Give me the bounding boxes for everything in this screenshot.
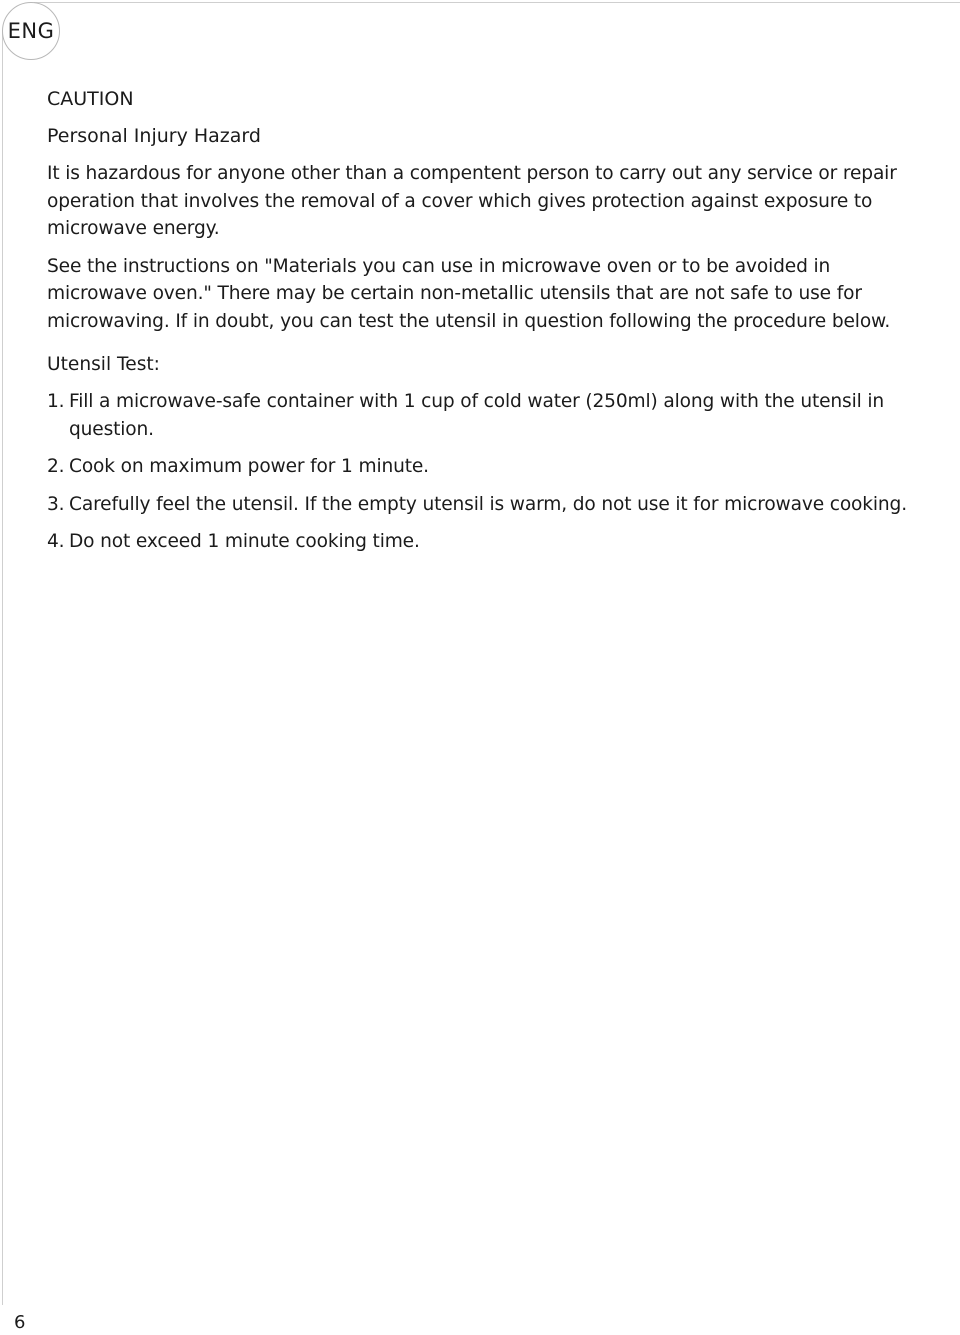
- page-frame-top-rule: [34, 2, 960, 3]
- step-number: 4.: [47, 531, 65, 552]
- caution-paragraph: See the instructions on "Materials you can use in microwave oven or to be avoided in microwave oven." There may be certain non-metallic utensils that are not safe to use for microwaving. If in doubt, you can test the utensil in question following the procedure below.: [47, 255, 891, 332]
- utensil-test-step: [47, 453, 907, 481]
- caution-heading: CAUTION: [47, 88, 134, 110]
- step-number: 1.: [47, 391, 65, 412]
- utensil-test-step: [47, 388, 907, 443]
- caution-paragraph: It is hazardous for anyone other than a compentent person to carry out any service or repair operation that involves the removal of a cover which gives protection against exposure to microwave energy.: [47, 163, 897, 239]
- page-number: 6: [14, 1312, 26, 1333]
- step-text: Carefully feel the utensil. If the empty utensil is warm, do not use it for microwave cooking.: [69, 493, 907, 515]
- personal-injury-hazard-heading: Personal Injury Hazard: [47, 125, 261, 147]
- utensil-test-step: [47, 528, 907, 556]
- document-body: [47, 86, 907, 566]
- step-number: 3.: [47, 493, 65, 515]
- step-text: Cook on maximum power for 1 minute.: [69, 456, 429, 477]
- utensil-test-step: [47, 491, 907, 519]
- step-text: Fill a microwave-safe container with 1 cup of cold water (250ml) along with the utensil in question.: [69, 391, 885, 440]
- step-text: Do not exceed 1 minute cooking time.: [69, 531, 420, 552]
- utensil-test-steps: [47, 388, 907, 556]
- page-frame-left-rule: [2, 30, 3, 1305]
- step-number: 2.: [47, 456, 65, 477]
- utensil-test-heading: Utensil Test:: [47, 354, 160, 375]
- language-badge: ENG: [2, 2, 60, 60]
